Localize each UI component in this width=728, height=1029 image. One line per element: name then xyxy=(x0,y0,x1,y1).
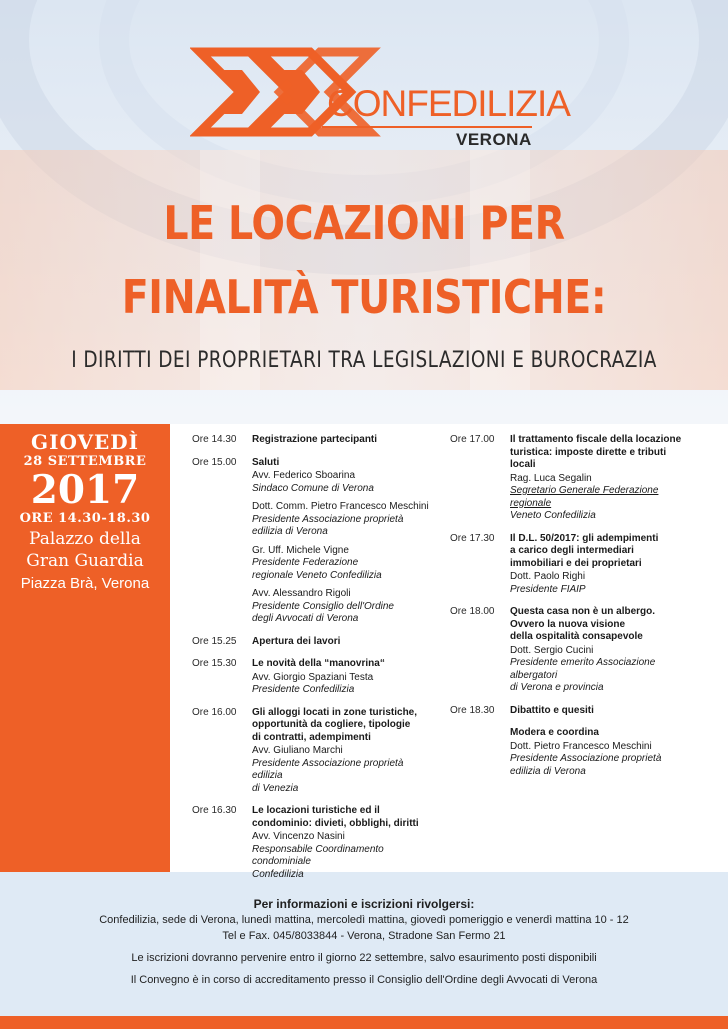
item-time: Ore 17.00 xyxy=(450,434,495,445)
item-title: Dibattito e quesiti xyxy=(510,704,594,716)
speaker-role: Presidente Consiglio dell'Ordine xyxy=(252,600,394,612)
footer-line: Il Convegno è in corso di accreditamento presso il Consiglio dell'Ordine degli Avvocati di Verona xyxy=(130,974,598,986)
logo-divider xyxy=(322,126,532,128)
item-time: Ore 14.30 xyxy=(192,434,237,445)
speaker-name: Avv. Giorgio Spaziani Testa xyxy=(252,671,374,683)
speaker-name: Dott. Pietro Francesco Meschini xyxy=(510,740,652,752)
program-item xyxy=(192,636,434,649)
title-line-1: LE LOCAZIONI PER xyxy=(163,196,565,250)
speaker-name: Avv. Giuliano Marchi xyxy=(252,745,343,756)
program-item xyxy=(450,705,700,779)
program-item xyxy=(450,606,700,695)
date-year: 2017 xyxy=(30,467,140,513)
item-title: Il D.L. 50/2017: gli adempimenti xyxy=(510,532,659,544)
item-time: Ore 17.30 xyxy=(450,532,495,544)
program-item xyxy=(192,434,434,447)
speaker-role: di Verona e provincia xyxy=(510,682,604,693)
item-title: condominio: divieti, obblighi, diritti xyxy=(252,817,419,829)
speaker-name: Avv. Vincenzo Nasini xyxy=(252,831,345,842)
speaker-name: Dott. Comm. Pietro Francesco Meschini xyxy=(252,501,429,512)
speaker-role: Presidente FIAIP xyxy=(510,583,586,595)
footer-line: Tel e Fax. 045/8033844 - Verona, Stradone San Fermo 21 xyxy=(222,930,506,942)
item-title: Saluti xyxy=(252,456,280,468)
footer-info xyxy=(0,896,728,988)
item-title: della ospitalità consapevole xyxy=(510,631,643,642)
title-line-2: FINALITÀ TURISTICHE: xyxy=(121,270,607,324)
item-title: locali xyxy=(510,459,536,470)
item-title: Gli alloggi locati in zone turistiche, xyxy=(252,706,418,718)
item-time: Ore 16.30 xyxy=(192,805,237,816)
date-day: GIOVEDÌ xyxy=(31,430,139,454)
speaker-role: Segretario Generale Federazione regionale xyxy=(510,485,659,509)
item-title: Ovvero la nuova visione xyxy=(510,618,626,630)
item-title: immobiliari e dei proprietari xyxy=(510,557,642,569)
speaker-name: Rag. Luca Segalin xyxy=(510,472,592,484)
program-item xyxy=(192,707,434,796)
speaker-role: Responsabile Coordinamento condominiale xyxy=(252,843,384,867)
subtitle: I DIRITTI DEI PROPRIETARI TRA LEGISLAZIONI E BUROCRAZIA xyxy=(71,348,657,373)
footer-line: Confedilizia, sede di Verona, lunedì mattina, mercoledì mattina, giovedì pomeriggio e venerdì mattina 10 - 12 xyxy=(99,914,629,926)
venue-name-2: Gran Guardia xyxy=(26,551,144,571)
speaker-role: Presidente Associazione proprietà xyxy=(252,513,404,525)
program-item xyxy=(192,457,434,626)
bottom-bar xyxy=(0,1016,728,1029)
speaker-role: Presidente Associazione proprietà xyxy=(510,753,662,764)
speaker-name: Dott. Sergio Cucini xyxy=(510,644,594,656)
item-title: turistica: imposte dirette e tributi xyxy=(510,446,667,458)
program-column-left xyxy=(192,434,434,891)
item-title: di contratti, adempimenti xyxy=(252,731,371,743)
speaker-role: Presidente Confedilizia xyxy=(252,684,355,695)
item-time: Ore 15.30 xyxy=(192,658,237,669)
event-date xyxy=(0,430,170,526)
speaker-name: Avv. Federico Sboarina xyxy=(252,470,356,481)
item-time: Ore 15.25 xyxy=(192,635,237,647)
item-time: Ore 18.00 xyxy=(450,606,495,617)
item-title: Le locazioni turistiche ed il xyxy=(252,805,380,816)
item-time: Ore 18.30 xyxy=(450,704,495,716)
speaker-role: Confedilizia xyxy=(252,868,304,880)
date-time: ORE 14.30-18.30 xyxy=(19,511,151,526)
speaker-name: Avv. Alessandro Rigoli xyxy=(252,588,351,599)
speaker-role: regionale Veneto Confedilizia xyxy=(252,569,382,581)
item-title: Modera e coordina xyxy=(510,727,599,738)
speaker-role: edilizia di Verona xyxy=(252,526,328,537)
item-title: Registrazione partecipanti xyxy=(252,434,378,445)
speaker-name: Gr. Uff. Michele Vigne xyxy=(252,544,349,556)
logo-city: VERONA xyxy=(456,130,532,149)
footer-heading: Per informazioni e iscrizioni rivolgersi: xyxy=(253,897,475,911)
program-item xyxy=(450,434,700,523)
speaker-role: Presidente emerito Associazione albergatori xyxy=(510,657,656,681)
item-title: Le novità della “manovrina“ xyxy=(252,658,385,669)
venue xyxy=(0,528,170,594)
date-month: 28 SETTEMBRE xyxy=(23,454,147,469)
speaker-role: Veneto Confedilizia xyxy=(510,510,596,521)
item-time: Ore 15.00 xyxy=(192,456,237,468)
program-item xyxy=(450,533,700,597)
program-item xyxy=(192,805,434,881)
venue-address: Piazza Brà, Verona xyxy=(20,575,150,592)
speaker-role: edilizia di Verona xyxy=(510,765,586,777)
speaker-role: di Venezia xyxy=(252,782,299,794)
item-title: Questa casa non è un albergo. xyxy=(510,606,656,617)
speaker-role: degli Avvocati di Verona xyxy=(252,613,359,624)
speaker-role: Presidente Associazione proprietà edilizia xyxy=(252,757,404,781)
item-title: opportunità da cogliere, tipologie xyxy=(252,719,411,730)
footer-line: Le iscrizioni dovranno pervenire entro il giorno 22 settembre, salvo esaurimento posti disponibili xyxy=(131,952,597,964)
program-item xyxy=(192,658,434,697)
logo-wordmark: CONFEDILIZIA xyxy=(327,83,570,124)
speaker-role: Sindaco Comune di Verona xyxy=(252,482,374,494)
item-title: Il trattamento fiscale della locazione xyxy=(510,434,682,445)
item-time: Ore 16.00 xyxy=(192,706,237,718)
speaker-role: Presidente Federazione xyxy=(252,557,359,568)
venue-name-1: Palazzo della xyxy=(29,529,141,549)
program-column-right xyxy=(450,434,700,788)
speaker-name: Dott. Paolo Righi xyxy=(510,571,586,582)
item-title: a carico degli intermediari xyxy=(510,545,634,556)
item-title: Apertura dei lavori xyxy=(252,635,341,647)
